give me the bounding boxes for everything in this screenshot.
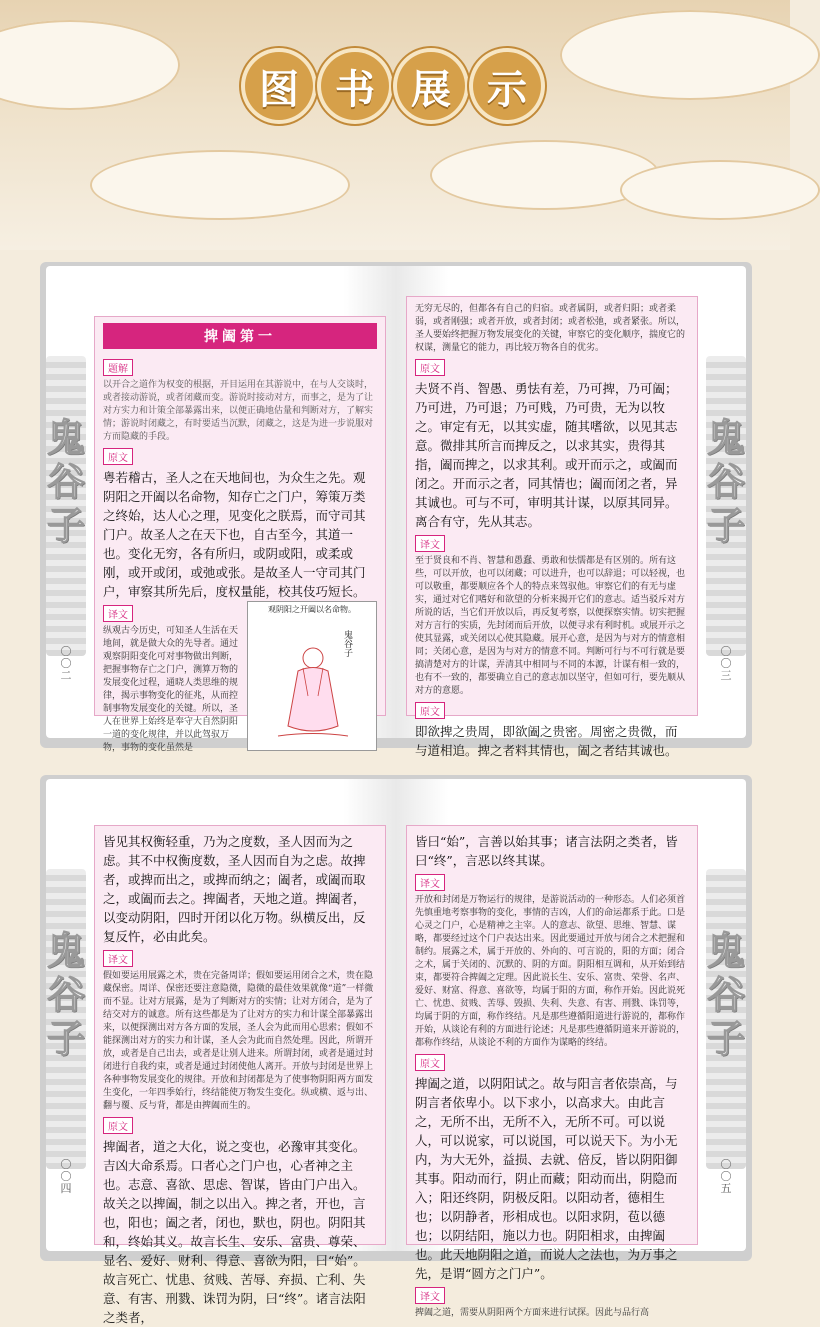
tag-label: 原文 <box>103 1117 133 1134</box>
translation-text: 捭阖之道，需要从阴阳两个方面来进行试探。因此与品行高 <box>415 1308 650 1318</box>
page-number: 〇〇二 <box>60 645 72 682</box>
content-box <box>94 825 386 1325</box>
tag-label: 原文 <box>415 359 445 376</box>
cloud-decoration <box>620 160 820 220</box>
cloud-decoration <box>90 150 350 220</box>
section-title: 捭阖第一 <box>103 323 377 349</box>
side-book-title: 鬼谷子 <box>706 415 745 548</box>
side-book-title: 鬼谷子 <box>706 928 745 1061</box>
tag-label: 原文 <box>415 1054 445 1071</box>
translation-text: 纵观古今历史，可知圣人生活在天地间，就是做大众的先导者。通过观察阴阳变化可对事物做出判断，把握事物存亡之门户，测算万物的发展变化过程，通晓人类思维的规律，揭示事物变化的征兆，从而控制事物发展变化的关键。所以，圣人在世界上始终是奉守大自然阴阳一道的变化规律，并以此驾驭万物，事物的变化虽然是 <box>103 626 239 753</box>
intro-text: 以开合之道作为权变的根据，开目运用在其游说中，在与人交谈时，或者接动游说，或者闭藏而变。游说时接动对方，而事之，是为了让对方实力和计策全部暴露出来，以便正确地估量和判断对方，了解实情；游说时闭藏之，有时要适当沉默，闭藏之，这是为进一步说服对方而隐藏的手段。 <box>103 380 374 442</box>
illustration-caption: 观阴阳之开阖以名命物。 <box>268 605 356 614</box>
top-banner <box>0 0 790 250</box>
page-number: 〇〇四 <box>60 1158 72 1195</box>
original-text: 夫贤不肖、智愚、勇怯有差，乃可捭，乃可阖；乃可进，乃可退；乃可贱，乃可贵，无为以牧之。审定有无，以其实虚，随其嗜欲，以见其志意。微排其所言而捭反之，以求其实，贵得其指，阖而捭之，以求其利。或开而示之，或阖而闭之。开而示之者，同其情也；阖而闭之者，异其诚也。可与不可，审明其计谋，以原其同异。离合有守，先从其志。 <box>415 381 678 529</box>
side-book-title: 鬼谷子 <box>46 928 85 1061</box>
original-text: 捭阖者，道之大化，说之变也，必豫审其变化。吉凶大命系焉。口者心之门户也，心者神之主也。志意、喜欲、思虑、智谋，皆由门户出入。故关之以捭阖，制之以出入。捭之者，开也，言也，阳也；阖之者，闭也，默也，阴也。阴阳其和，终始其义。故言长生、安乐、富贵、尊荣、显名、爱好、财利、得意、喜欲为阳，曰“始”。故言死亡、忧患、贫贱、苦辱、弃损、亡利、失意、有害、刑戮、诛罚为阴，曰“终”。诸言法阳之类者， <box>103 1139 366 1325</box>
title-char: 图 <box>245 52 313 120</box>
cloud-decoration <box>560 10 820 100</box>
banner-title <box>245 52 541 120</box>
original-text: 捭阖之道，以阴阳试之。故与阳言者依崇高，与阴言者依卑小。以下求小，以高求大。由此言之，无所不出，无所不入，无所不可。可以说人，可以说家，可以说国，可以说天下。为小无内，为大无外，益损、去就、倍反，皆以阴阳御其事。阳动而行，阴止而藏；阳动而出，阴隐而入；阳还终阴，阴极反阳。以阳动者，德相生也；以阴静者，形相成也。以阳求阴，苞以德也；以阴结阳，施以力也。阴阳相求，由捭阖也。此天地阴阳之道，而说人之法也，为万事之先，是谓“圆方之门户”。 <box>415 1076 678 1281</box>
left-page <box>46 266 396 753</box>
illustration-label: 鬼谷子 <box>342 630 352 657</box>
translation-text: 开放和封闭是万物运行的规律，是游说活动的一种形态。人们必须首先慎重地考察事物的变化，事情的吉凶，人们的命运都系于此。口是心灵之门户，心是精神之主宰。人的意志、欲望、思维、智慧、谋略，都要经过这个门户表达出来。因此要通过开放与闭合之术把握和制约。展露之术，属于开放的、外向的、可言说的，阳的方面；闭合之术，属于关闭的、沉默的、阴的方面。阴阳相互调和，从开始到结束，都要符合捭阖之定理。因此说长生、安乐、富贵、荣誉、名声、爱好、财富、得意、喜欲等，均属于阳的方面，称作开始。因此说死亡、忧患、贫贱、苦辱、毁损、失利、失意、有害、刑戮、诛罚等，均属于阴的方面，称作终结。凡是那些遵循阳道进行游说的，都称作开始，从谈论有利的方面进行论述；凡是那些遵循阴道来开游说的，都称作终结，从谈论不利的方面作为谋略的终结。 <box>415 895 686 1048</box>
translation-text: 至于贤良和不肖、智慧和愚蠢、勇敢和怯懦都是有区别的。所有这些，可以开放，也可以闭藏；可以进升，也可以辞退；可以轻视，也可以敬重，都要顺应各个人的特点来驾驭他。审察它们的有无与虚实，通过对它们嗜好和欲望的分析来揭开它们的意志。适当驳斥对方所说的话，当它们开放以后，再反复考察，以便探察实情。切实把握对方言行的实质，先封闭而后开放，以便寻求有利时机。或展开示之使其显露，或关闭以心使其隐藏。展开心意，是因为与对方的情意相同；关闭心意，是因为与对方的情意不同。判断可行与不可行就是要搞清楚对方的计谋，弄清其中相同与不同的本源，计谋有相一致的，也有不一致的，都要确立自己的意志加以坚守，但如可行，要先顺从对方的意愿。 <box>415 556 686 696</box>
translation-text: 假如要运用展露之术，贵在完备周详；假如要运用闭合之术，贵在隐藏保密。周详、保密还要注意隐微，隐微的最佳效果就像“道”一样微而不显。让对方展露，是为了判断对方的实情；让对方闭合，是为了结交对方的诚意。所有这些都是为了让对方的实力和计谋全部暴露出来，以便探测出对方各方面的发展，圣人会为此而用心思索；假如不能探测出对方的实力和计谋，圣人会为此而自然处理。因此，所谓开放，或者是自己出去，或者是让别人进来。所谓封闭，或者是通过封闭进行自我约束，或者是通过封闭使他人离开。开放与封闭是世界上各种事物发展变化的规律。开放和封闭都是为了使事物阴阳两方面发生变化，一年四季始行，终结能使万物发生变化。纵或横、返与出、翻与覆、反与背，都是由捭阖而生的。 <box>103 971 374 1111</box>
book-spread-1 <box>40 262 752 758</box>
page-number: 〇〇三 <box>720 645 732 682</box>
right-page <box>396 266 746 758</box>
title-char: 书 <box>321 52 389 120</box>
tag-label: 原文 <box>103 448 133 465</box>
tag-label: 译文 <box>103 605 133 622</box>
title-char: 示 <box>473 52 541 120</box>
tag-label: 译文 <box>415 1287 445 1304</box>
cloud-decoration <box>0 20 180 110</box>
tag-label: 题解 <box>103 359 133 376</box>
illustration <box>247 601 377 751</box>
tag-label: 译文 <box>103 950 133 967</box>
tag-label: 原文 <box>415 702 445 719</box>
book-spread-2 <box>40 775 752 1325</box>
page-number: 〇〇五 <box>720 1158 732 1195</box>
original-text: 即欲捭之贵周，即欲阖之贵密。周密之贵微，而与道相追。捭之者料其情也，阖之者结其诚也。 <box>415 724 678 758</box>
sage-figure <box>268 636 358 746</box>
tag-label: 译文 <box>415 535 445 552</box>
side-book-title: 鬼谷子 <box>46 415 85 548</box>
title-char: 展 <box>397 52 465 120</box>
content-box <box>406 825 698 1318</box>
original-text: 皆曰“始”，言善以始其事；诸言法阴之类者，皆曰“终”，言恶以终其谋。 <box>415 834 678 868</box>
content-box <box>406 296 698 758</box>
original-text: 粤若稽古，圣人之在天地间也，为众生之先。观阴阳之开阖以名命物，知存亡之门户，筹策万类之终始，达人心之理，见变化之朕焉，而守司其门户。故圣人之在天下也，自古至今，其道一也。变化无穷，各有所归，或阴或阳，或柔或刚，或开或闭，或弛或张。是故圣人一守司其门户，审察其所先后，度权量能，校其伎巧短长。 <box>103 470 366 599</box>
content-box <box>94 316 386 753</box>
original-text: 皆见其权衡轻重，乃为之度数，圣人因而为之虑。其不中权衡度数，圣人因而自为之虑。故捭者，或捭而出之，或捭而纳之；阖者，或阖而取之，或阖而去之。捭阖者，天地之道。捭阖者，以变动阴阳，四时开闭以化万物。纵横反出，反复反忤，必由此矣。 <box>103 834 366 944</box>
right-page <box>396 779 746 1318</box>
left-page <box>46 779 396 1325</box>
continued-text: 无穷无尽的，但都各有自己的归宿。或者属阴，或者归阳；或者柔弱，或者刚强；或者开放，或者封闭；或者松弛，或者紧张。所以，圣人要始终把握万物发展变化的关键，审察它的变化顺序，揣度它的权谋，测量它的能力，再比较万物各自的优劣。 <box>415 304 686 353</box>
tag-label: 译文 <box>415 874 445 891</box>
